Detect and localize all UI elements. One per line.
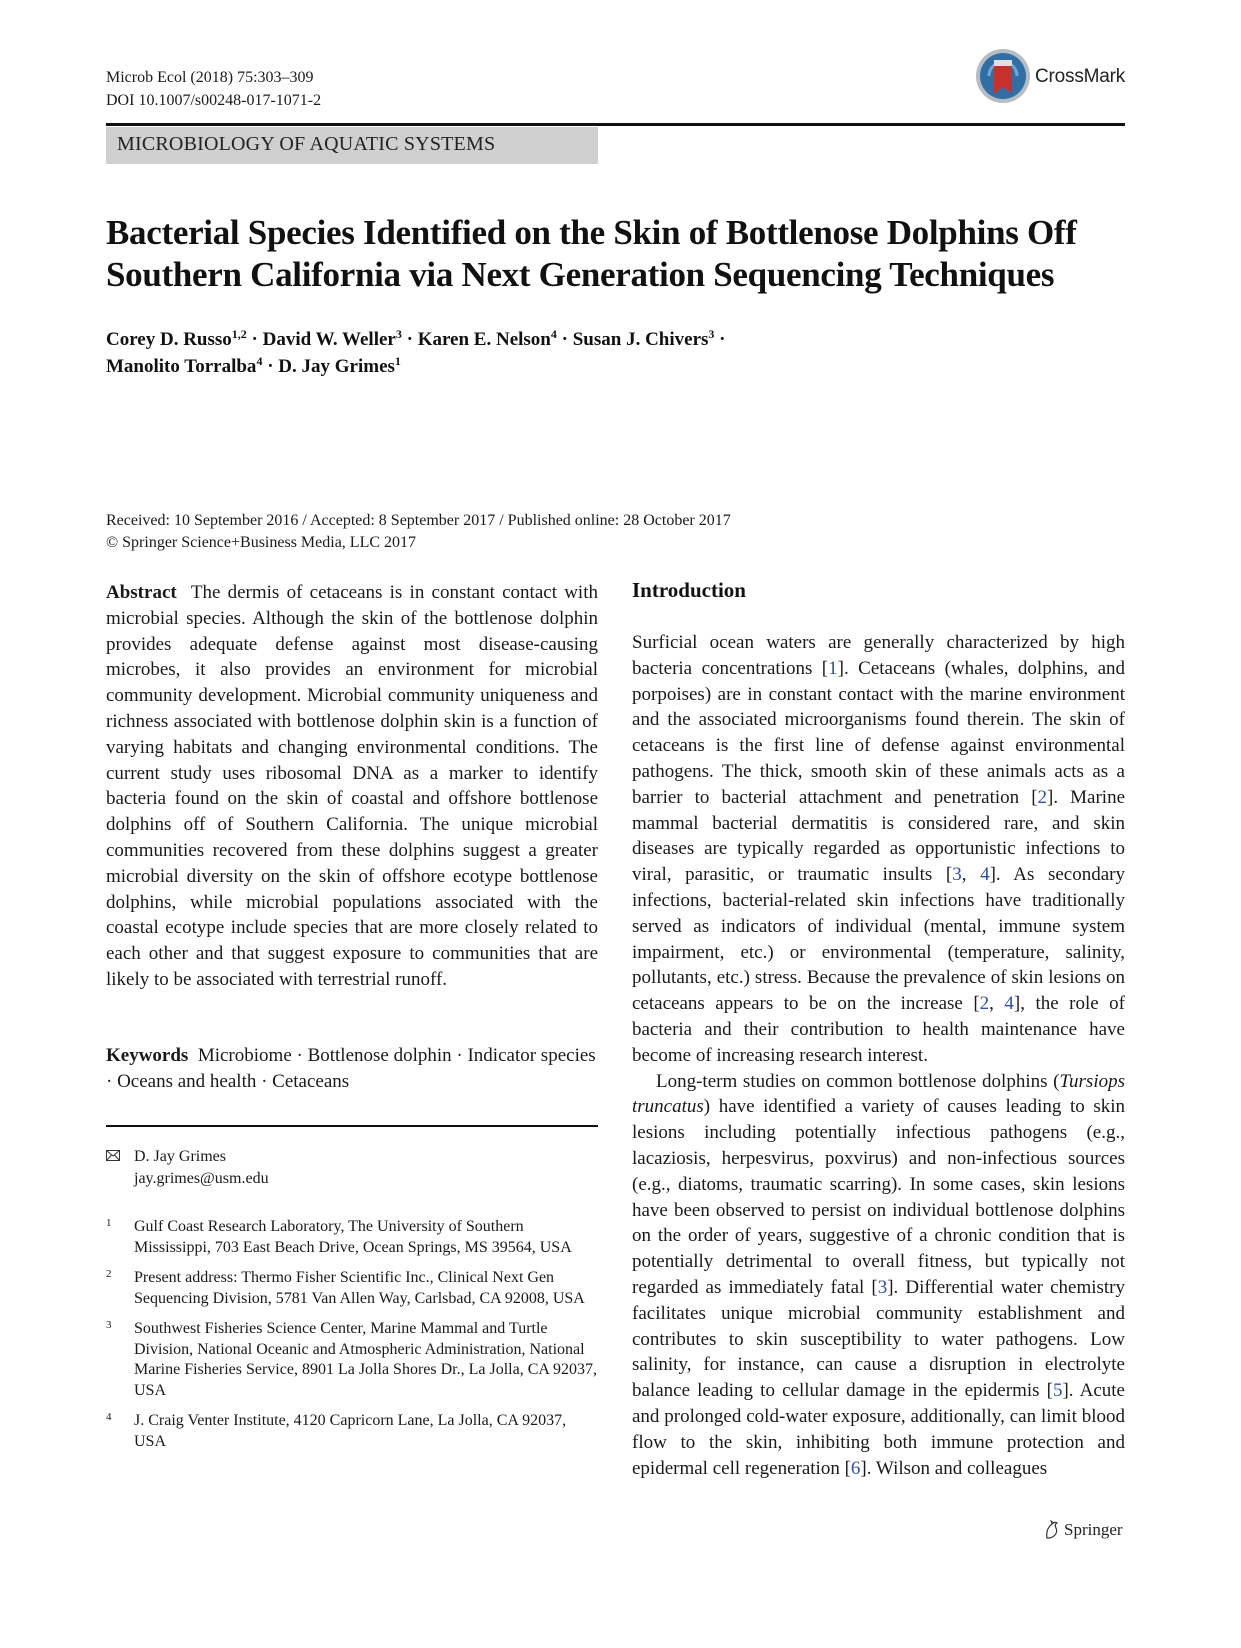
affiliation [106, 1268, 598, 1309]
intro-text: ]. Marine mammal bacterial dermatitis is considered rare, and skin diseases are typically regarded as opportunistic infections to viral, parasitic, or traumatic insults [ [632, 786, 1125, 886]
affiliations [106, 1217, 598, 1462]
intro-text: Long-term studies on common bottlenose dolphins ( [656, 1070, 1060, 1092]
abstract-text: The dermis of cetaceans is in constant contact with microbial species. Although the skin of the bottlenose dolphin provides adequate defense against most disease-causing microbes, it also provides an environment for microbial community development. Microbial community uniqueness and richness associated with bottlenose dolphin skin is a function of varying habitats and changing environmental conditions. The current study uses ribosomal DNA as a marker to identify bacteria found on the skin of coastal and offshore bottlenose dolphins off of Southern California. The unique microbial communities recovered from these dolphins suggest a greater microbial diversity on the skin of offshore ecotype bottlenose dolphins, while microbial populations associated with the coastal ecotype include species that are more closely related to each other and that suggest exposure to communities that are likely to be associated with terrestrial runoff. [106, 582, 598, 990]
abstract-label: Abstract [106, 582, 177, 603]
citation-link[interactable]: 2 [1037, 786, 1048, 808]
citation-link[interactable]: 4 [1004, 993, 1014, 1015]
affiliation-text: Southwest Fisheries Science Center, Marine Mammal and Turtle Division, National Oceanic and Atmospheric Administration, National Marine Fisheries Service, 8901 La Jolla Shores Dr., La Jolla, CA 92037, USA [134, 1320, 598, 1399]
intro-paragraph-2 [632, 1069, 1125, 1482]
title-line-2: Southern California via Next Generation Sequencing Techniques [106, 255, 1055, 294]
crossmark-badge[interactable] [975, 48, 1125, 106]
author[interactable]: Manolito Torralba$^4$ [106, 354, 263, 377]
affiliation [106, 1411, 598, 1452]
affiliation-text: Present address: Thermo Fisher Scientific Inc., Clinical Next Gen Sequencing Division, 5781 Van Allen Way, Carlsbad, CA 92008, USA [134, 1269, 585, 1307]
corresponding-author: D. Jay Grimes [134, 1148, 226, 1165]
author[interactable]: Karen E. Nelson$^4$ [417, 327, 557, 350]
species-name: Tursiops truncatus [632, 1070, 1125, 1118]
author-list: Corey D. Russo$^{1,2}$ · David W. Weller$^3$ · Karen E. Nelson$^4$ · Susan J. Chivers$^3$ · Manolito Torralba$^4$ · D. Jay Grimes$^1$ [106, 327, 726, 377]
envelope-icon [106, 1150, 120, 1161]
springer-horse-icon [1043, 1520, 1061, 1540]
affiliation [106, 1217, 598, 1258]
publisher-name: Springer [1064, 1520, 1123, 1539]
intro-text: Surficial ocean waters are generally characterized by high bacteria concentrations [ [632, 632, 1125, 679]
doi: DOI 10.1007/s00248-017-1071-2 [106, 92, 322, 109]
title-line-1: Bacterial Species Identified on the Skin of Bottlenose Dolphins Off [106, 213, 1077, 252]
section-label: MICROBIOLOGY OF AQUATIC SYSTEMS [117, 133, 496, 155]
history-dates: Received: 10 September 2016 / Accepted: 8 September 2017 / Published online: 28 October 2017 [106, 512, 731, 529]
affiliation-text: J. Craig Venter Institute, 4120 Capricorn Lane, La Jolla, CA 92037, USA [134, 1412, 567, 1450]
footnote-rule [106, 1125, 598, 1127]
correspondence [106, 1146, 269, 1190]
corresponding-email[interactable]: jay.grimes@usm.edu [134, 1170, 269, 1187]
author[interactable]: Corey D. Russo$^{1,2}$ [106, 327, 247, 350]
affiliation-number: 4 [106, 1411, 112, 1423]
journal-info [106, 66, 321, 112]
journal-citation: Microb Ecol (2018) 75:303–309 [106, 69, 314, 86]
affiliation [106, 1319, 598, 1401]
intro-text: ) have identified a variety of causes leading to skin lesions including potentially infectious pathogens (e.g., lacaziosis, herpesvirus, poxvirus) and non-infectious sources (e.g., diatoms, traumatic scarring). In some cases, skin lesions have been observed to persist on individual bottlenose dolphins on the order of years, suggestive of a chronic condition that is potentially detrimental to overall fitness, but typically not regarded as immediately fatal [ [632, 1096, 1125, 1298]
citation-link[interactable]: 3 [877, 1276, 888, 1298]
keywords [106, 1043, 598, 1095]
introduction-body [632, 630, 1125, 1481]
affiliation-number: 2 [106, 1268, 112, 1280]
citation-link[interactable]: 1 [828, 657, 838, 679]
intro-text: ]. Differential water chemistry facilitates unique microbial community establishment and contributes to skin susceptibility to water pathogens. Low salinity, for instance, can cause a disruption in electrolyte balance leading to cellular damage in the epidermis [ [632, 1276, 1125, 1402]
affiliation-text: Gulf Coast Research Laboratory, The University of Southern Mississippi, 703 East Beach Drive, Ocean Springs, MS 39564, USA [134, 1218, 572, 1256]
author[interactable]: Susan J. Chivers$^3$ [572, 327, 715, 350]
author[interactable]: D. Jay Grimes$^1$ [278, 354, 401, 377]
citation-link[interactable]: 3 [952, 864, 962, 886]
abstract [106, 580, 598, 993]
author[interactable]: David W. Weller$^3$ [262, 327, 402, 350]
citation-link[interactable]: 6 [850, 1457, 861, 1479]
intro-text: ]. As secondary infections, bacterial-related skin infections have traditionally served as indicators of individual (mental, immune system impairment, etc.) or environmental (temperature, salinity, pollutants, etc.) stress. Because the prevalence of skin lesions on cetaceans appears to be on the increase [ [632, 864, 1125, 1015]
citation-link[interactable]: 5 [1052, 1380, 1063, 1402]
publication-dates [106, 510, 731, 554]
intro-text: , [961, 864, 981, 886]
crossmark-label: CrossMark [1035, 66, 1126, 87]
affiliation-number: 3 [106, 1319, 112, 1331]
affiliation-number: 1 [106, 1217, 112, 1229]
intro-text: ]. Acute and prolonged cold-water exposure, additionally, can limit blood flow to the skin, inhibiting both immune protection and epidermal cell regeneration [ [632, 1380, 1125, 1479]
section-banner [106, 127, 598, 164]
intro-text: ], the role of bacteria and their contribution to health maintenance have become of increasing research interest. [632, 993, 1125, 1066]
citation-link[interactable]: 4 [980, 864, 990, 886]
keywords-text: Microbiome · Bottlenose dolphin · Indicator species · Oceans and health · Cetaceans [106, 1045, 596, 1092]
crossmark-icon [975, 48, 1031, 104]
keywords-label: Keywords [106, 1045, 189, 1066]
citation-link[interactable]: 2 [979, 993, 990, 1015]
introduction-heading: Introduction [632, 578, 746, 602]
header-rule [106, 123, 1125, 126]
intro-paragraph-1 [632, 630, 1125, 1069]
intro-text: ]. Cetaceans (whales, dolphins, and porpoises) are in constant contact with the marine environment and the associated microorganisms found therein. The skin of cetaceans is the first line of defense against environmental pathogens. The thick, smooth skin of these animals acts as a barrier to bacterial attachment and penetration [ [632, 657, 1126, 808]
copyright: © Springer Science+Business Media, LLC 2017 [106, 534, 417, 551]
intro-text: , [989, 993, 1005, 1015]
article-title [106, 212, 1146, 296]
intro-text: ]. Wilson and colleagues [860, 1457, 1048, 1479]
